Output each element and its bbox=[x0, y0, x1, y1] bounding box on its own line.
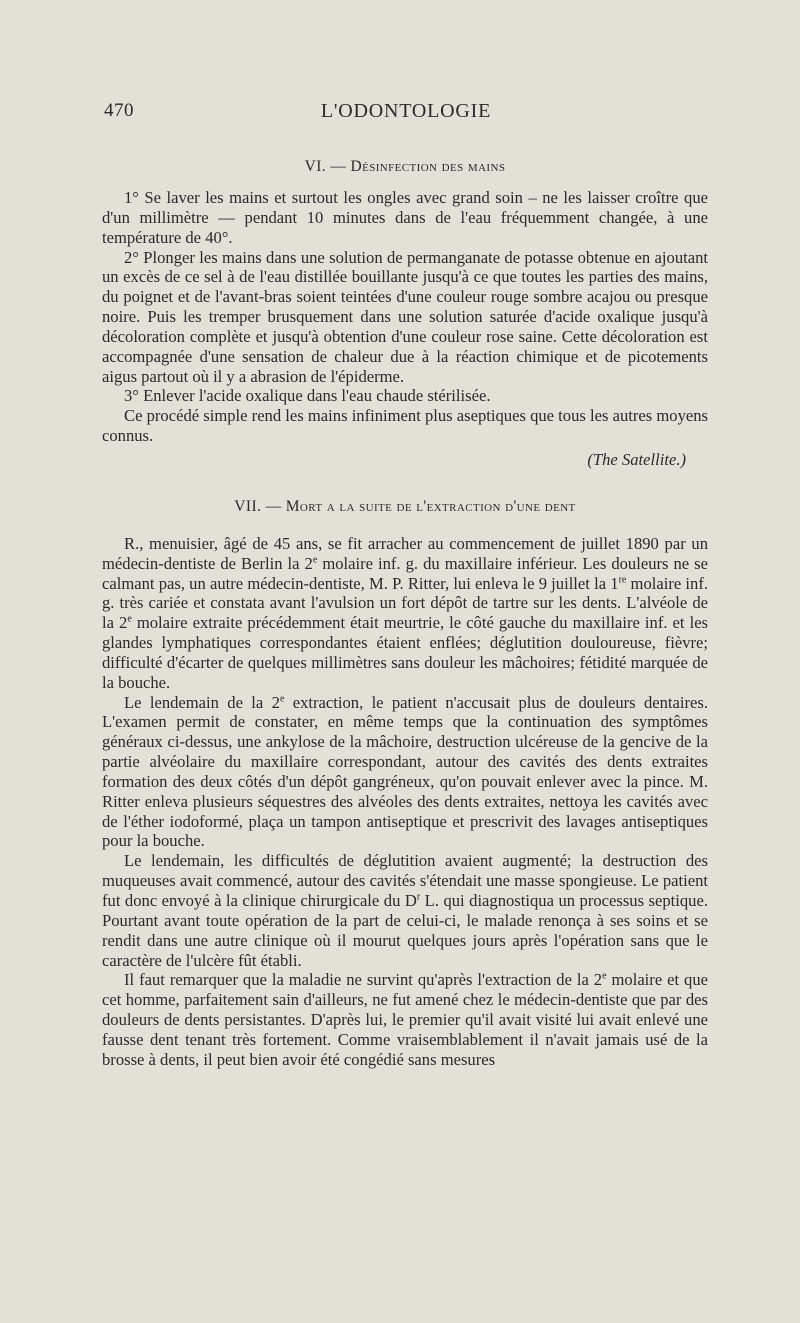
paragraph bbox=[102, 851, 708, 970]
superscript: e bbox=[312, 554, 318, 566]
section-heading-vi bbox=[102, 156, 708, 178]
text-run: Il faut remarquer que la maladie ne survint qu'après l'extraction de la 2 bbox=[124, 970, 603, 990]
text-run: R., menuisier, âgé de 45 ans, se fit arracher au commencement de juillet 1890 par un médecin-dentiste de Berlin la 2 bbox=[102, 533, 708, 573]
text-run: molaire extraite précédemment était meurtrie, le côté gauche du maxillaire inf. et les glandes lymphatiques correspondantes étaient enflées; déglutition douloureuse, fièvre; difficulté d'écarter de quelques millimètres sans douleur les mâchoires; fétidité marquée de la bouche. bbox=[102, 613, 709, 692]
section-heading-vii bbox=[102, 496, 708, 518]
page-body bbox=[102, 156, 708, 1070]
superscript: r bbox=[416, 891, 421, 903]
superscript: e bbox=[127, 613, 132, 625]
section-numeral: VI. — bbox=[304, 158, 347, 175]
text-run: extraction, le patient n'accusait plus de douleurs dentaires. L'examen permit de constater, en même temps que la continuation des symptômes généraux ci-dessus, une ankylose de la mâchoire, destruction ulcéreuse de la gencive de la partie alvéolaire du maxillaire correspondant, autour des cavités des dents extraites formation des deux côtés d'un dépôt gangréneux, qu'on pouvait enlever avec la pince. M. Ritter enleva plusieurs séquestres des alvéoles des dents extraites, nettoya les cavités avec de l'éther iodoformé, plaça un tampon antiseptique et prescrivit des lavages antiseptiques pour la bouche. bbox=[102, 692, 708, 851]
page-number: 470 bbox=[104, 100, 134, 121]
paragraph: 1° Se laver les mains et surtout les ongles avec grand soin – ne les laisser croître que d'un millimètre — pendant 10 minutes dans de l'eau fréquemment changée, à une température de 40°. bbox=[102, 188, 708, 247]
page-header bbox=[104, 100, 708, 134]
text-run: Le lendemain, les difficultés de déglutition avaient augmenté; la destruction des muqueuses avait commencé, autour des cavités s'étendait une masse spongieuse. Le patient fut donc envoyé à la clinique chirurgicale du D bbox=[102, 851, 708, 910]
text-run: Le lendemain de la 2 bbox=[124, 692, 280, 712]
paragraph: 2° Plonger les mains dans une solution de permanganate de potasse obtenue en ajoutant un excès de ce sel à de l'eau distillée bouillante jusqu'à ce que toutes les parties des mains, du poignet et de l'avant-bras soient teintées d'une couleur rouge sombre acajou ou presque noire. Puis les tremper brusquement dans une solution saturée d'acide oxalique jusqu'à décoloration complète et jusqu'à obtention d'une couleur rose saine. Cette décoloration est accompagnée d'une sensation de chaleur due à la réaction chimique et de picotements aigus partout où il y a abrasion de l'épiderme. bbox=[102, 247, 708, 386]
section-title: Désinfection des mains bbox=[350, 158, 506, 175]
section-title: Mort a la suite de l'extraction d'une dent bbox=[285, 497, 576, 515]
section-numeral: VII. — bbox=[234, 497, 282, 515]
superscript: e bbox=[279, 693, 285, 705]
superscript: re bbox=[618, 573, 627, 585]
text-run: molaire inf. g. très cariée et constata avant l'avulsion un fort dépôt de tartre sur les dents. L'alvéole de la 2 bbox=[102, 573, 708, 633]
running-title: L'ODONTOLOGIE bbox=[320, 100, 492, 122]
paragraph bbox=[102, 534, 708, 693]
paragraph: 3° Enlever l'acide oxalique dans l'eau chaude stérilisée. bbox=[124, 386, 491, 406]
superscript: e bbox=[602, 970, 607, 982]
paragraph bbox=[102, 693, 708, 852]
paragraph: Ce procédé simple rend les mains infiniment plus aseptiques que tous les autres moyens connus. bbox=[102, 406, 708, 446]
text-run: L. qui diagnostiqua un processus septique. Pourtant avant toute opération de la part de celui-ci, le malade renonça à ses soins et se rendit dans une autre clinique où il mourut quelques jours après l'opération sans que le caractère de l'ulcère fût établi. bbox=[102, 891, 708, 970]
text-run: molaire et que cet homme, parfaitement sain d'ailleurs, ne fut amené chez le médecin-dentiste que par des douleurs de dents persistantes. D'après lui, le premier qu'il avait visité lui avait enlevé une fausse dent tenant très fortement. Comme vraisemblablement il n'avait jamais usé de la brosse à dents, il peut bien avoir été congédié sans mesures bbox=[102, 970, 709, 1069]
source-citation: (The Satellite.) bbox=[587, 449, 686, 469]
text-run: molaire inf. g. du maxillaire inférieur. Les douleurs ne se calmant pas, un autre médecin-dentiste, M. P. Ritter, lui enleva le 9 juillet la 1 bbox=[102, 553, 708, 593]
paragraph bbox=[102, 970, 708, 1069]
